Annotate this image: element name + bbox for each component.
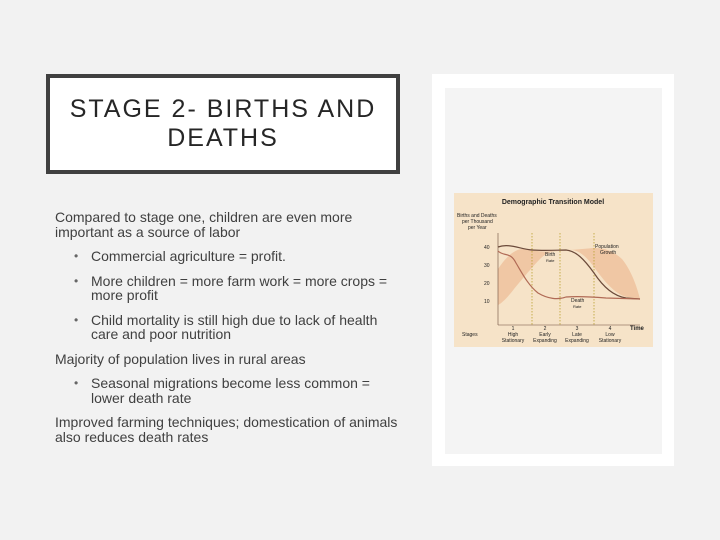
bullet-seasonal-migrations [55,376,400,405]
stage-2-line1: Early [539,332,551,338]
paragraph-farming: Improved farming techniques; domestication of animals also reduces death rates [55,414,398,445]
slide-title: STAGE 2- BIRTHS AND DEATHS [69,95,377,152]
stage-3-line1: Late [572,332,582,338]
death-rate-label-2: Rate [573,304,582,309]
figure-title: Demographic Transition Model [501,199,605,206]
stage-1-line1: High [507,332,519,338]
ylabel-line-1: Births and Deaths [457,213,497,219]
population-growth-label-2: Growth [600,250,617,256]
population-growth-label-1: Population [595,244,619,250]
dtm-figure-svg [454,193,653,347]
bullet-child-mortality [55,313,400,342]
bullet-text: Commercial agriculture = profit. [91,248,286,264]
bullet-glyph: • [74,376,79,390]
stage-4-number: 4 [608,326,612,332]
ytick-30: 30 [484,263,490,269]
stage-3-line2: Expanding [565,338,589,344]
bullet-glyph: • [74,249,79,263]
paragraph-rural: Majority of population lives in rural areas [55,350,306,367]
x-axis-time-label: Time [630,326,644,332]
bullet-glyph: • [74,312,79,327]
bullet-commercial-agriculture [55,249,400,264]
bullet-text: Child mortality is still high due to lack of health care and poor nutrition [91,311,378,342]
death-rate-label-1: Death [571,298,585,304]
ytick-10: 10 [484,299,490,305]
stage-2-number: 2 [543,326,547,332]
demographic-transition-figure [454,193,653,347]
ytick-20: 20 [484,281,490,287]
stage-4-line2: Stationary [598,338,622,344]
stage-4-line1: Low [605,332,615,338]
bullet-text: Seasonal migrations become less common = lower death rate [91,375,370,406]
bullet-text: More children = more farm work = more crops = more profit [91,272,388,303]
stage-1-number: 1 [511,326,515,332]
title-box [46,74,400,174]
ylabel-line-2: per Thousand [462,219,493,225]
bullet-more-children [55,274,400,303]
ylabel-line-3: per Year [468,225,487,231]
bullet-glyph: • [74,273,79,288]
birth-rate-label-1: Birth [545,252,556,258]
stage-3-number: 3 [575,326,579,332]
stage-1-line2: Stationary [501,338,525,344]
birth-rate-label-2: Rate [546,258,555,263]
slide-body [55,210,400,454]
paragraph-labor: Compared to stage one, children are even more important as a source of labor [55,209,353,240]
stage-2-line2: Expanding [533,338,557,344]
ytick-40: 40 [484,245,490,251]
stages-label: Stages [462,332,478,338]
